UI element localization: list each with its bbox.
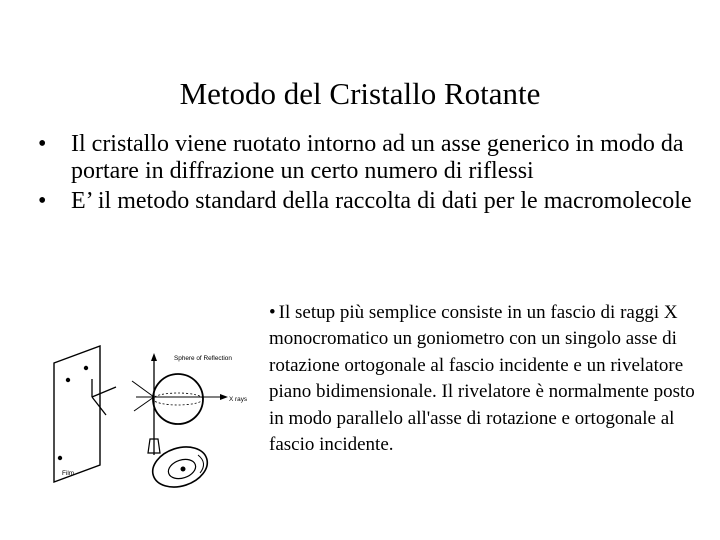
film-axis [92, 387, 116, 397]
caption-text: Il setup più semplice consiste in un fascio di raggi X monocromatico un goniometro con un singolo asse di rotazione ortogonale al fascio incidente e un rivelatore piano bidimensionale. Il rivelatore è normalmente posto in modo parallelo all'asse di rotazione e ortogonale al fascio incidente. [269, 302, 695, 456]
caption-marker: • [269, 302, 276, 323]
bullet-text: Il cristallo viene ruotato intorno ad un asse generico in modo da portare in diffrazione un certo numero di riflessi [71, 131, 684, 184]
bullet-item [38, 131, 698, 185]
film-axis [92, 397, 106, 415]
rotating-crystal-diagram [52, 345, 260, 497]
rotation-axis-arrow [151, 353, 157, 361]
sphere-equator [153, 393, 203, 405]
setup-description [269, 300, 714, 458]
diffracted-beam [134, 397, 154, 411]
goniometer-hub [181, 467, 186, 472]
xrays-label: X rays [229, 396, 248, 403]
diffracted-beam [132, 381, 154, 397]
bullet-text: E’ il metodo standard della raccolta di dati per le macromolecole [71, 188, 692, 214]
bullet-list [38, 131, 698, 218]
sphere-label: Sphere of Reflection [174, 355, 232, 362]
bullet-marker: • [38, 131, 47, 157]
film-label: Film [62, 470, 75, 477]
slide-title: Metodo del Cristallo Rotante [179, 76, 541, 111]
sphere-of-reflection [153, 374, 203, 424]
bullet-marker: • [38, 188, 47, 214]
xray-beam-arrow [220, 394, 228, 400]
film-plate [54, 346, 100, 482]
rotation-direction [198, 455, 204, 473]
bullet-item [38, 188, 698, 215]
film-corner-mark [84, 366, 88, 370]
film-corner-mark [66, 378, 70, 382]
film-corner-mark [58, 456, 62, 460]
